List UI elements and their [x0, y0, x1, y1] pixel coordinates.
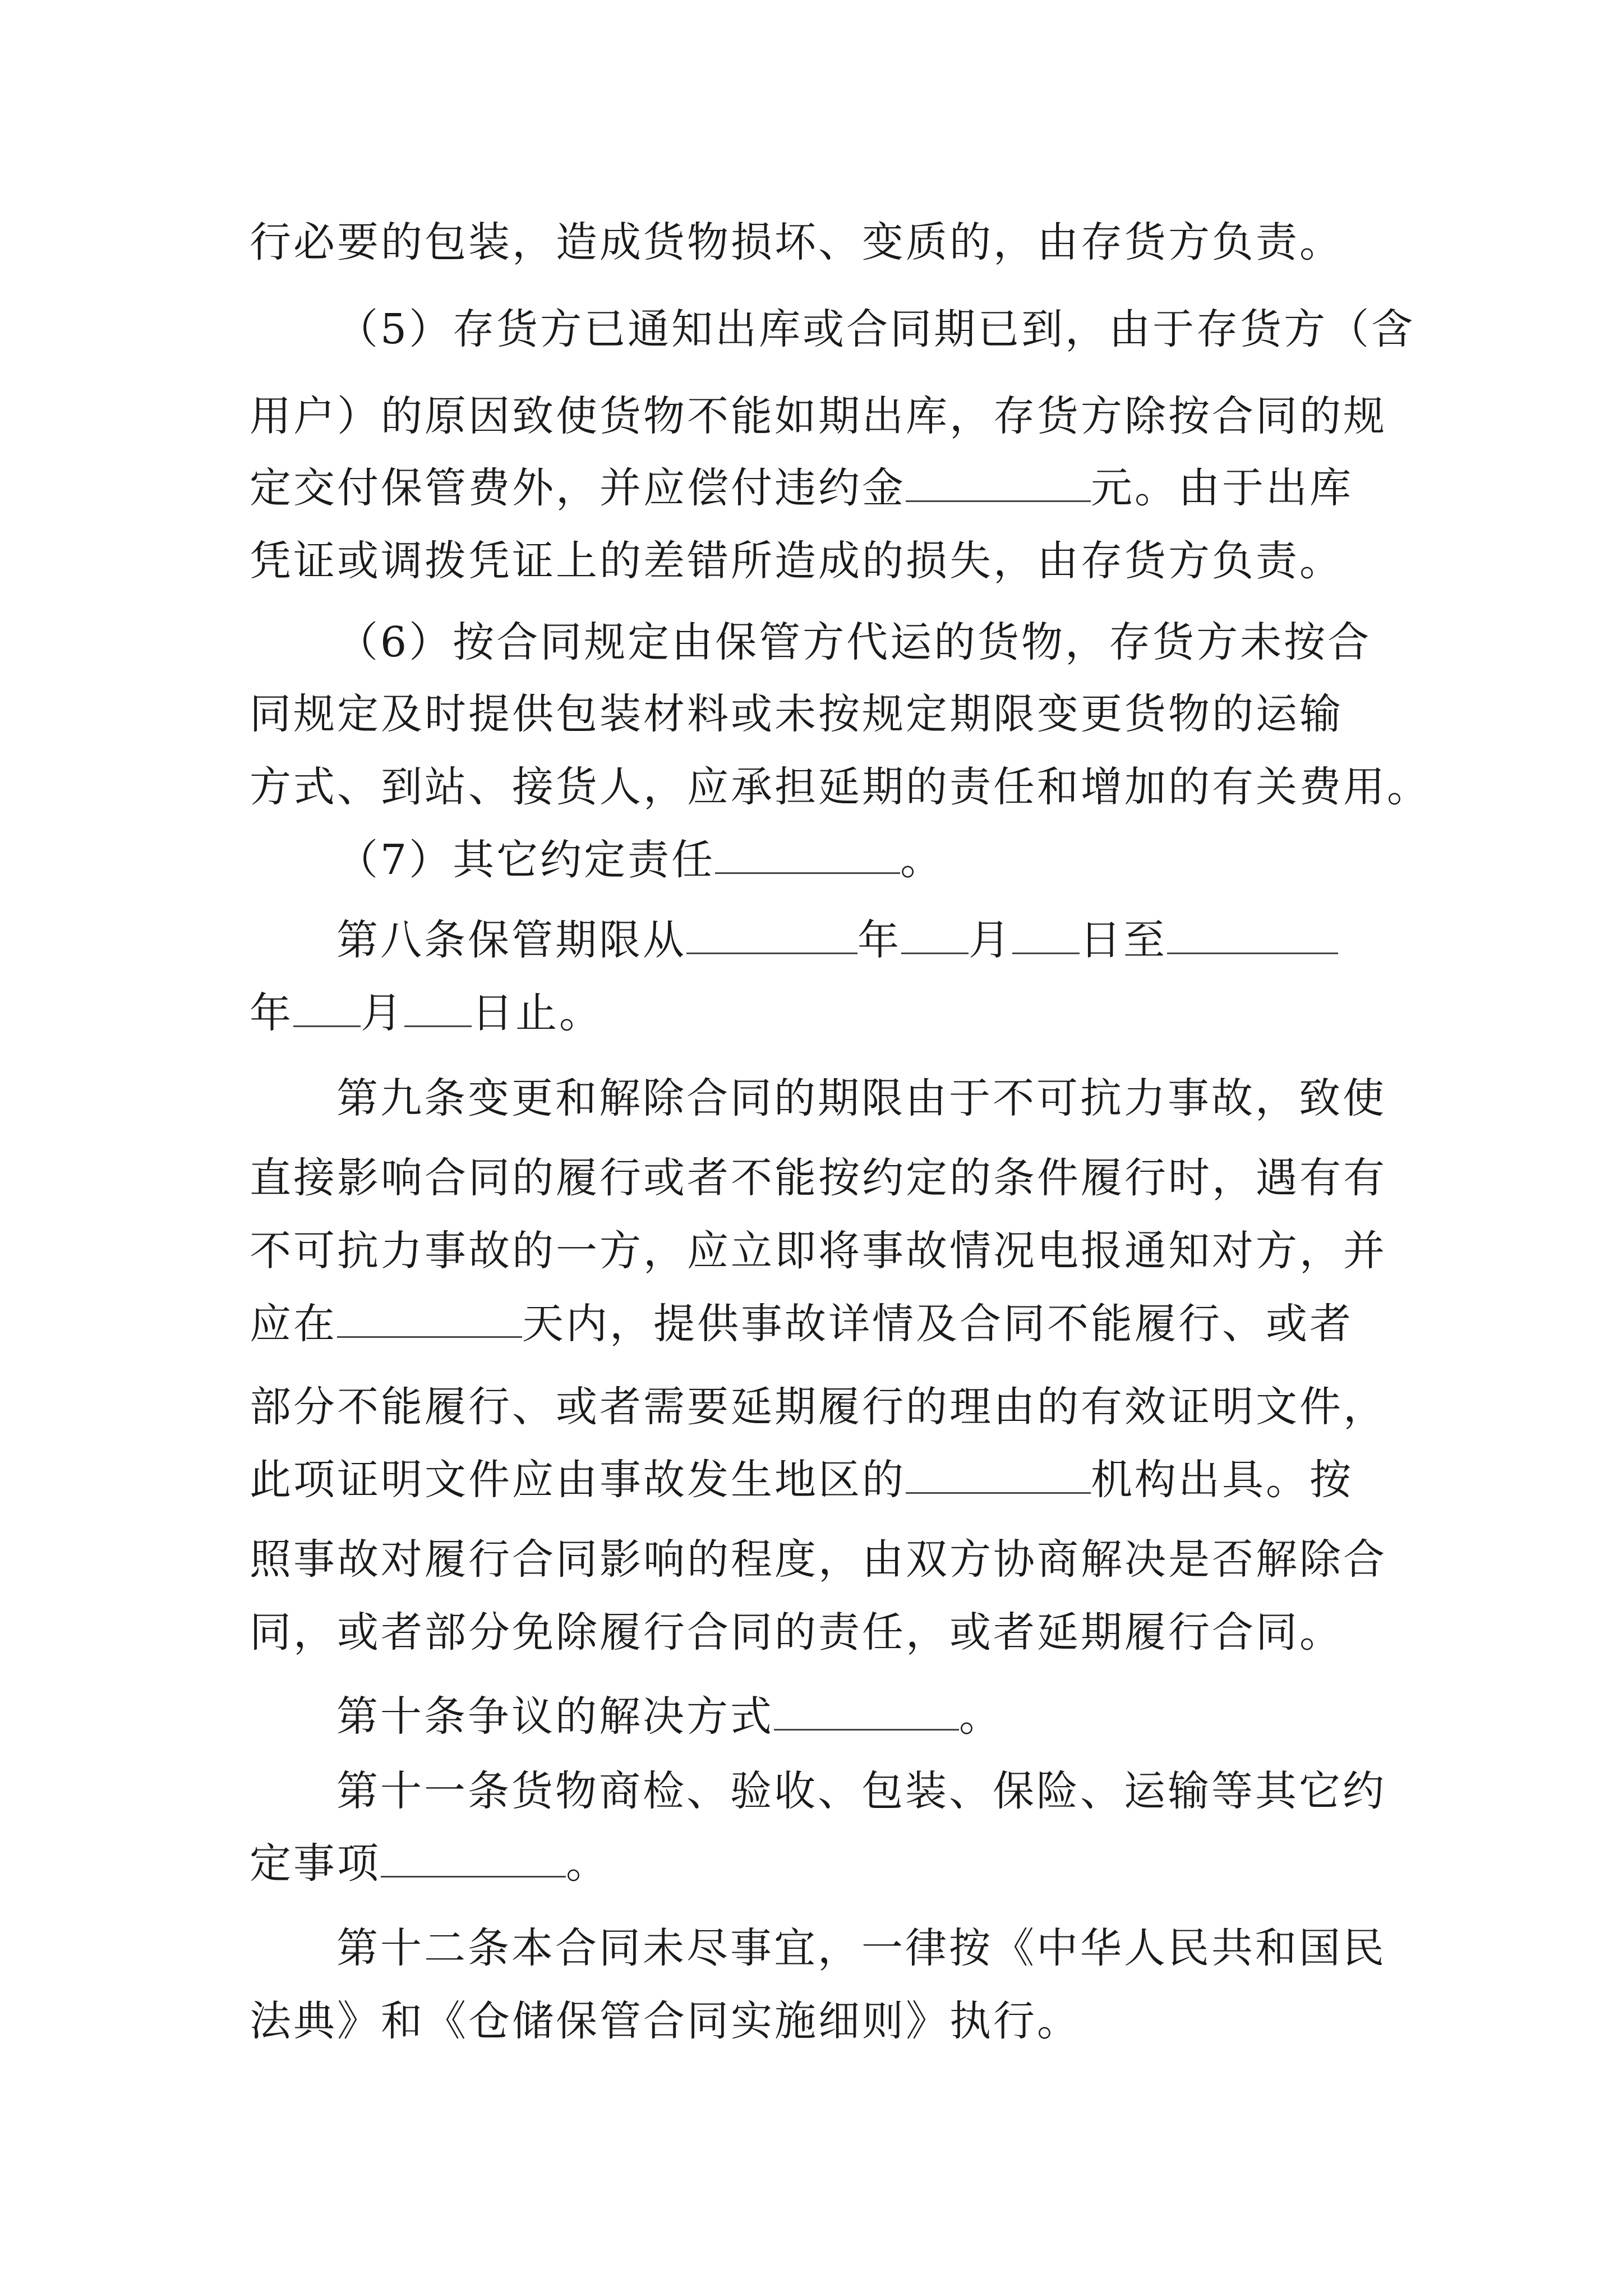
- text-line: 第九条变更和解除合同的期限由于不可抗力事故，致使: [336, 1074, 1386, 1122]
- text-line: 行必要的包装，造成货物损坏、变质的，由存货方负责。: [250, 218, 1343, 266]
- text-line: （6）按合同规定由保管方代运的货物，存货方未按合: [336, 618, 1372, 666]
- text-line: 同，或者部分免除履行合同的责任，或者延期履行合同。: [250, 1608, 1343, 1657]
- fill-blank[interactable]: [774, 1694, 959, 1731]
- text-line: 直接影响合同的履行或者不能按约定的条件履行时，遇有有: [250, 1154, 1387, 1202]
- fill-blank[interactable]: [715, 838, 900, 874]
- text-line: 法典》和《仓储保管合同实施细则》执行。: [250, 1997, 1081, 2045]
- text-line: 照事故对履行合同影响的程度，由双方协商解决是否解除合: [250, 1535, 1387, 1584]
- fill-blank[interactable]: [1167, 918, 1338, 954]
- text-line: 第八条保管期限从 年 月 日至: [336, 912, 1623, 968]
- text-line: 凭证或调拨凭证上的差错所造成的损失，由存货方负责。: [250, 537, 1343, 585]
- text-line: 第十条争议的解决方式 。: [336, 1692, 1003, 1741]
- text-line: 用户）的原因致使货物不能如期出库，存货方除按合同的规: [250, 392, 1387, 440]
- text-line: 定事项 。: [250, 1839, 610, 1888]
- text-line: 第十二条本合同未尽事宜，一律按《中华人民共和国民: [336, 1924, 1386, 1972]
- fill-blank[interactable]: [404, 991, 472, 1027]
- text-line: 不可抗力事故的一方，应立即将事故情况电报通知对方，并: [250, 1227, 1387, 1275]
- fill-blank[interactable]: [1012, 918, 1080, 954]
- text-line: 第十一条货物商检、验收、包装、保险、运输等其它约: [336, 1767, 1386, 1815]
- text-line: 此项证明文件应由事故发生地区的 机构出具。按: [250, 1456, 1353, 1504]
- fill-blank[interactable]: [381, 1841, 566, 1878]
- text-line: 同规定及时提供包装材料或未按规定期限变更货物的运输: [250, 690, 1343, 738]
- text-line: 方式、到站、接货人，应承担延期的责任和增加的有关费用。: [250, 763, 1431, 811]
- fill-blank[interactable]: [337, 1301, 522, 1338]
- fill-blank[interactable]: [901, 918, 969, 954]
- fill-blank[interactable]: [906, 1457, 1091, 1494]
- fill-blank[interactable]: [293, 991, 361, 1027]
- text-line: 年 月 日止。: [250, 989, 603, 1037]
- text-line: 部分不能履行、或者需要延期履行的理由的有效证明文件，: [250, 1383, 1387, 1431]
- text-line: （5）存货方已通知出库或合同期已到，由于存货方（含: [336, 305, 1415, 353]
- text-line: 定交付保管费外，并应偿付违约金 元。由于出库: [250, 464, 1353, 512]
- text-line: 应在 天内，提供事故详情及合同不能履行、或者: [250, 1300, 1353, 1348]
- fill-blank[interactable]: [686, 918, 857, 954]
- text-line: （7）其它约定责任 。: [336, 836, 944, 884]
- fill-blank[interactable]: [906, 466, 1091, 502]
